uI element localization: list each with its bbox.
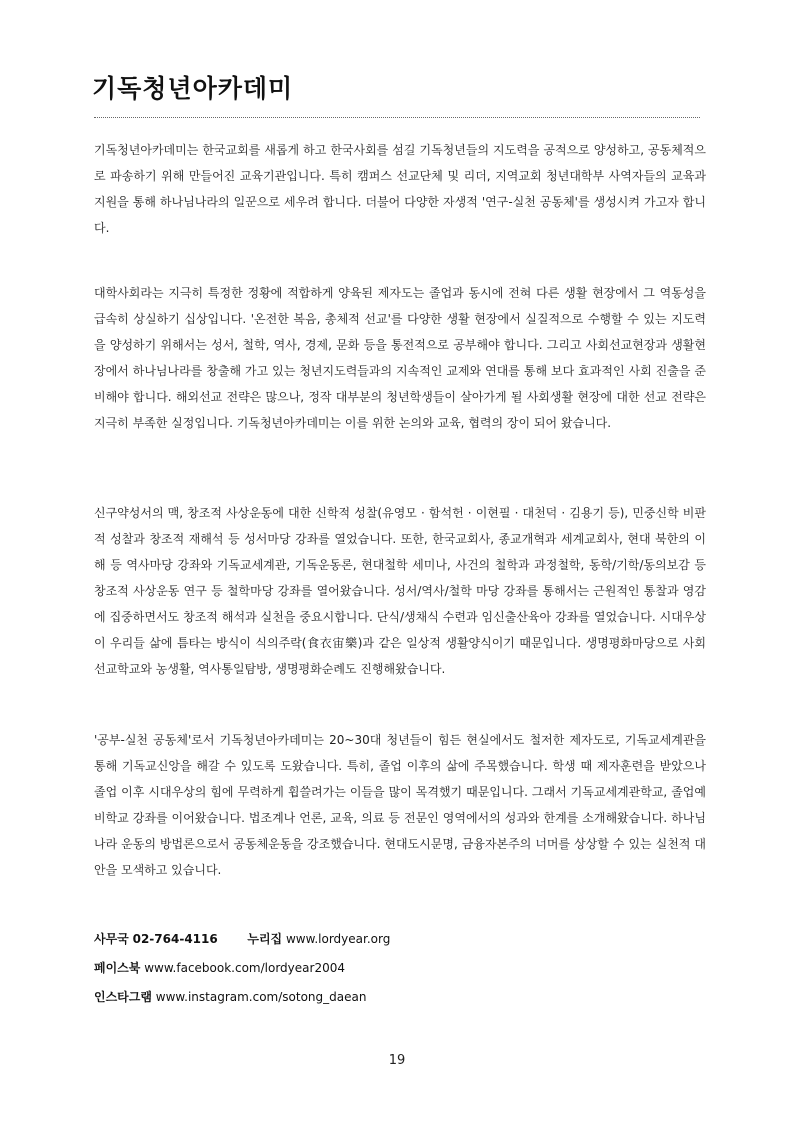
dotted-divider — [94, 117, 700, 118]
page-number: 19 — [388, 1053, 406, 1068]
website-link[interactable]: www.lordyear.org — [285, 932, 391, 946]
office-label: 사무국 — [94, 932, 129, 946]
intro-paragraph: 기독청년아카데미는 한국교회를 새롭게 하고 한국사회를 섬길 기독청년들의 지도력을 공적으로 양성하고, 공동체적으로 파송하기 위해 만들어진 교육기관입니다. 특히 캠퍼스 선교단체 및 리더, 지역교회 청년대학부 사역자들의 교육과 지원을 통해 하나님나라의 일꾼으로 세우려 합니다. 더불어 다양한 자생적 '연구-실천 공동체'를 생성시켜 가고자 합니다. — [94, 143, 706, 235]
page-title: 기독청년아카데미 — [92, 74, 294, 103]
contact-facebook-line — [94, 959, 345, 977]
instagram-link[interactable]: www.instagram.com/sotong_daean — [155, 990, 367, 1004]
contact-office-line — [94, 930, 390, 948]
facebook-link[interactable]: www.facebook.com/lordyear2004 — [144, 961, 345, 975]
website-label: 누리집 — [247, 932, 283, 946]
facebook-label: 페이스북 — [94, 961, 141, 975]
curriculum-paragraph: 신구약성서의 맥, 창조적 사상운동에 대한 신학적 성찰(유영모 · 함석헌 · 이현필 · 대천덕 · 김용기 등), 민중신학 비판적 성찰과 창조적 재해석 등 성서마당 강좌를 열었습니다. 또한, 한국교회사, 종교개혁과 세계교회사, 현대 북한의 이해 등 역사마당 강좌와 기독교세계관, 기독운동론, 현대철학 세미나, 사건의 철학과 과정철학, 동학/기학/동의보감 등 창조적 사상운동 연구 등 철학마당 강좌를 열어왔습니다. 성서/역사/철학 마당 강좌를 통해서는 근원적인 통찰과 영감에 집중하면서도 창조적 해석과 실천을 중요시합니다. 단식/생채식 수련과 임신출산육아 강좌를 열었습니다. 시대우상이 우리들 삶에 틈타는 방식이 식의주락(食衣宙樂)과 같은 일상적 생활양식이기 때문입니다. 생명평화마당으로 사회선교학교와 농생활, 역사통일탐방, 생명평화순례도 진행해왔습니다. — [94, 506, 706, 676]
discipleship-paragraph: 대학사회라는 지극히 특정한 정황에 적합하게 양육된 제자도는 졸업과 동시에 전혀 다른 생활 현장에서 그 역동성을 급속히 상실하기 십상입니다. '온전한 복음, 총체적 선교'를 다양한 생활 현장에서 실질적으로 수행할 수 있는 지도력을 양성하기 위해서는 성서, 철학, 역사, 경제, 문화 등을 통전적으로 공부해야 합니다. 그리고 사회선교현장과 생활현장에서 하나님나라를 창출해 가고 있는 청년지도력들과의 지속적인 교제와 연대를 통해 보다 효과적인 사회 진출을 준비해야 합니다. 해외선교 전략은 많으나, 정작 대부분의 청년학생들이 살아가게 될 사회생활 현장에 대한 선교 전략은 지극히 부족한 실정입니다. 기독청년아카데미는 이를 위한 논의와 교육, 협력의 장이 되어 왔습니다. — [94, 286, 706, 430]
community-paragraph: '공부-실천 공동체'로서 기독청년아카데미는 20~30대 청년들이 힘든 현실에서도 철저한 제자도로, 기독교세계관을 통해 기독교신앙을 해갈 수 있도록 도왔습니다. 특히, 졸업 이후의 삶에 주목했습니다. 학생 때 제자훈련을 받았으나 졸업 이후 시대우상의 힘에 무력하게 휩쓸려가는 이들을 많이 목격했기 때문입니다. 그래서 기독교세계관학교, 졸업예비학교 강좌를 이어왔습니다. 법조계나 언론, 교육, 의료 등 전문인 영역에서의 성과와 한계를 소개해왔습니다. 하나님 나라 운동의 방법론으로서 공동체운동을 강조했습니다. 현대도시문명, 금융자본주의 너머를 상상할 수 있는 실천적 대안을 모색하고 있습니다. — [94, 733, 706, 877]
contact-instagram-line — [94, 988, 366, 1006]
office-phone: 02-764-4116 — [132, 932, 218, 946]
instagram-label: 인스타그램 — [94, 990, 152, 1004]
